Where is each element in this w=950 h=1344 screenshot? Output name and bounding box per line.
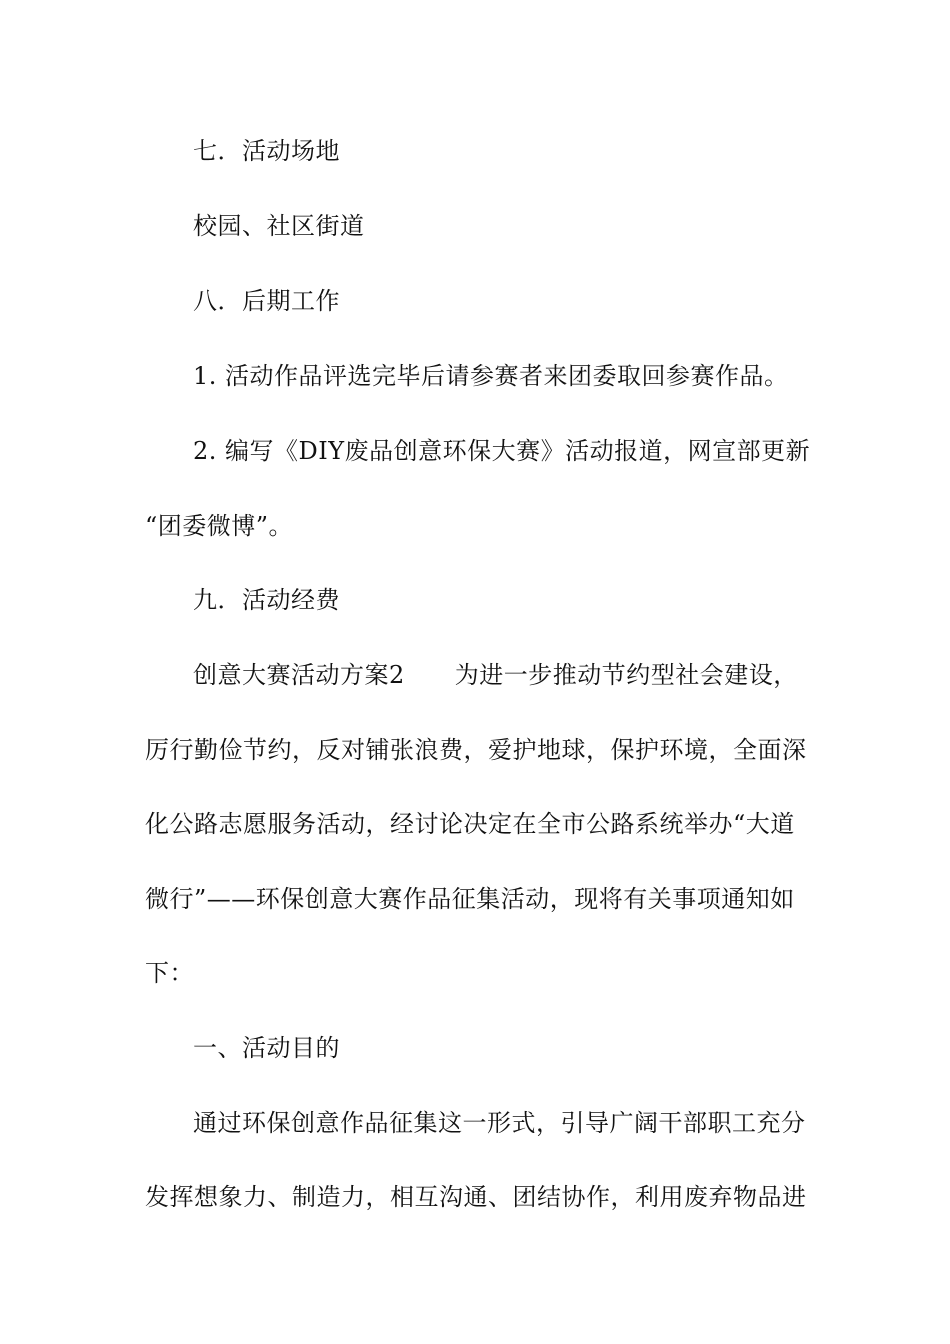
paragraph-followup-1: 1. 活动作品评选完毕后请参赛者来团委取回参赛作品。	[193, 362, 789, 390]
paragraph-plan-2-intro	[193, 659, 863, 691]
paragraph-purpose-line-2: 发挥想象力、制造力，相互沟通、团结协作，利用废弃物品进	[145, 1183, 807, 1211]
paragraph-plan-2-line-4: 微行”——环保创意大赛作品征集活动，现将有关事项通知如	[145, 885, 795, 913]
section-heading-followup: 八．后期工作	[193, 287, 340, 315]
paragraph-purpose-line-1: 通过环保创意作品征集这一形式，引导广阔干部职工充分	[193, 1109, 806, 1137]
section-heading-purpose: 一、活动目的	[193, 1034, 340, 1062]
paragraph-venue: 校园、社区街道	[193, 212, 365, 240]
paragraph-followup-2-cont: “团委微博”。	[145, 512, 294, 540]
plan-title: 创意大赛活动方案2	[193, 661, 405, 689]
paragraph-followup-2: 2. 编写《DIY废品创意环保大赛》活动报道，网宣部更新	[193, 437, 811, 465]
plan-intro-text: 为进一步推动节约型社会建设，	[454, 661, 798, 689]
paragraph-plan-2-line-2: 厉行勤俭节约，反对铺张浪费，爱护地球，保护环境，全面深	[145, 736, 807, 764]
section-heading-budget: 九．活动经费	[193, 586, 340, 614]
paragraph-plan-2-line-5: 下：	[145, 959, 194, 987]
paragraph-plan-2-line-3: 化公路志愿服务活动，经讨论决定在全市公路系统举办“大道	[145, 810, 795, 838]
section-heading-venue: 七．活动场地	[193, 137, 340, 165]
